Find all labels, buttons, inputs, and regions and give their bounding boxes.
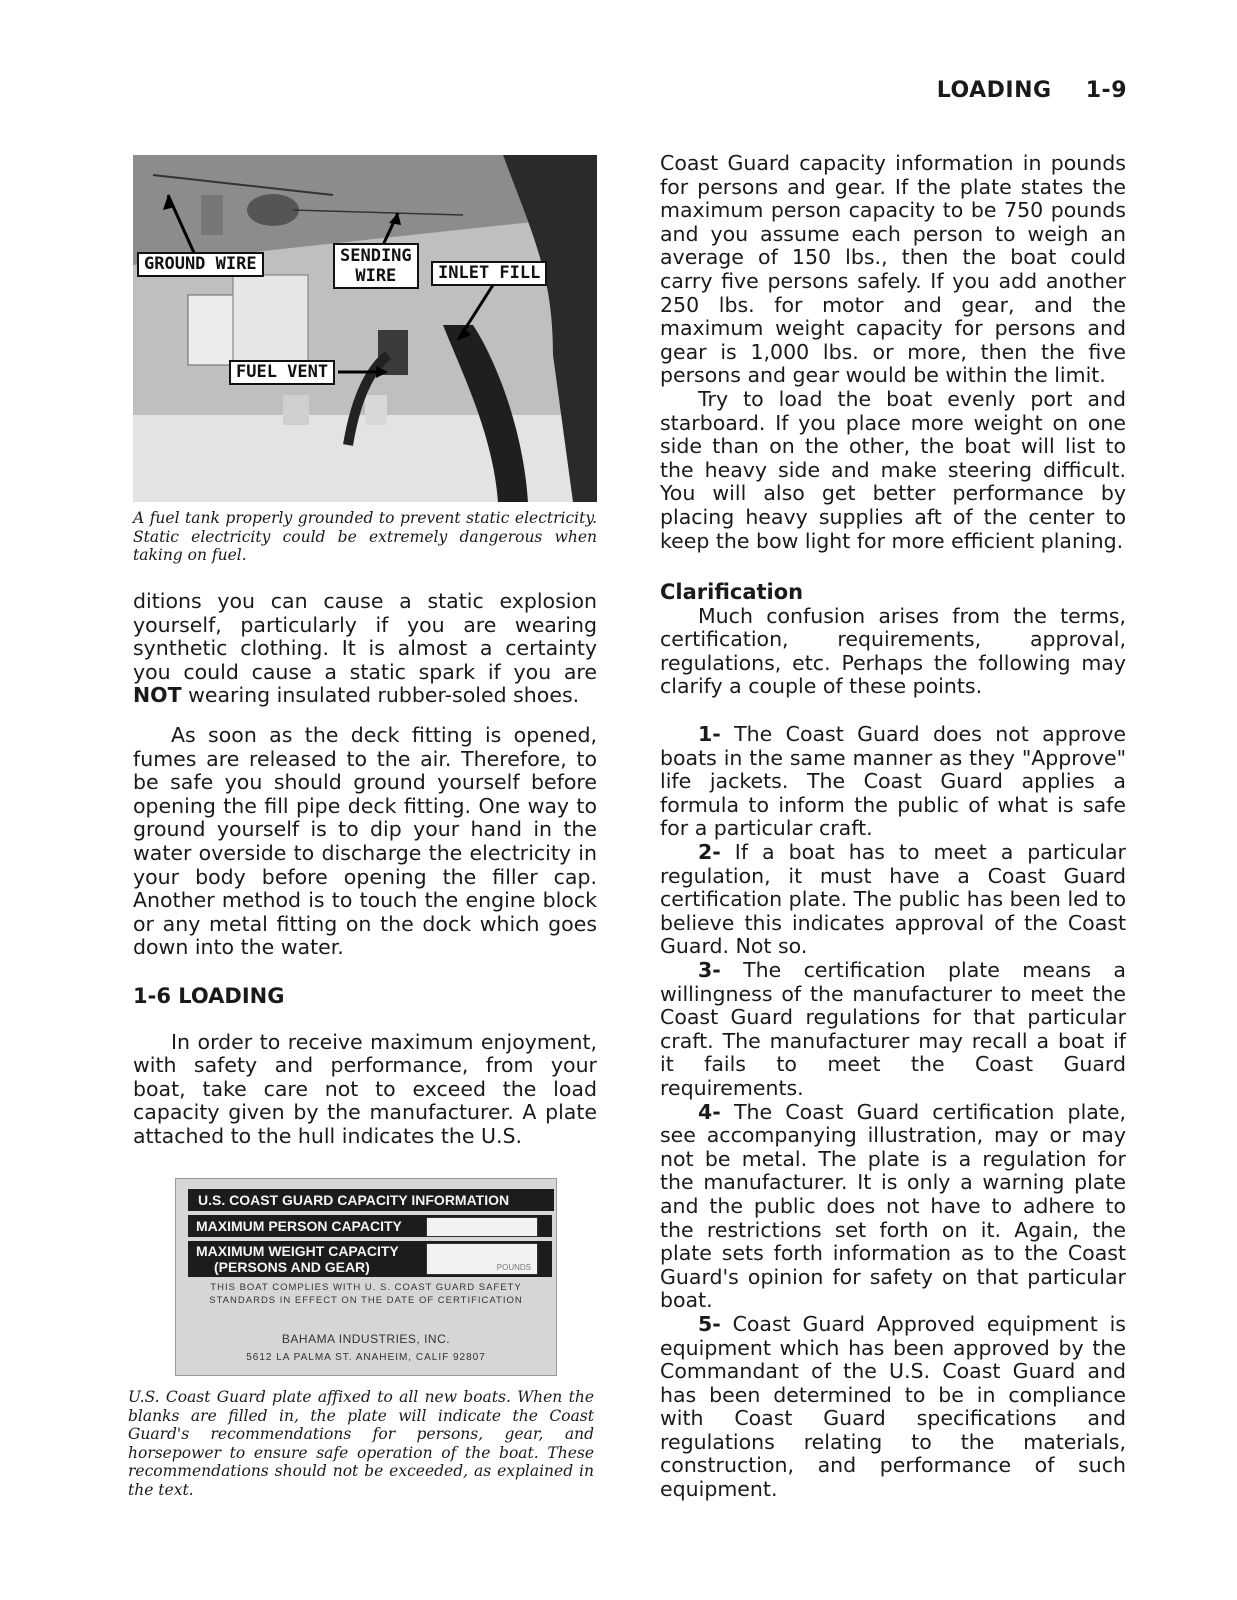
header-section: LOADING xyxy=(936,78,1052,103)
item-number: 5- xyxy=(698,1311,721,1336)
item-number: 1- xyxy=(698,722,721,747)
plate-row-weight-line1: MAXIMUM WEIGHT CAPACITY xyxy=(196,1243,399,1259)
coast-guard-capacity-plate xyxy=(175,1178,557,1376)
plate-row-person-capacity: MAXIMUM PERSON CAPACITY xyxy=(188,1215,552,1237)
clarification-list xyxy=(660,723,1126,1502)
right-paragraph-2: Try to load the boat evenly port and starboard. If you place more weight on one side than on the other, the boat will list to the heavy side and make steering difficult. You will also get better performance by placing heavy supplies aft of the center to keep the bow light for more efficient planing. xyxy=(660,386,1126,553)
plate-title: U.S. COAST GUARD CAPACITY INFORMATION xyxy=(188,1189,554,1211)
plate-person-capacity-blank xyxy=(426,1217,538,1237)
sending-wire-label xyxy=(333,243,419,289)
plate-caption: U.S. Coast Guard plate affixed to all new boats. When the blanks are filled in, the plate will indicate the Coast Guard's recommendations for persons, gear, and horsepower to ensure safe operation of the boat. These recommendations should not be exceeded, as explained in the text. xyxy=(128,1388,594,1499)
clarification-item-2 xyxy=(660,841,1126,959)
clarification-item-4 xyxy=(660,1101,1126,1313)
right-paragraph-1: Coast Guard capacity information in pounds for persons and gear. If the plate states the maximum person capacity to be 750 pounds and you assume each person to weigh an average of 150 lbs., then the boat could carry five persons safely. If you add another 250 lbs. for motor and gear, and the maximum weight capacity for persons and gear is 1,000 lbs. or more, then the five persons and gear would be within the limit. xyxy=(660,151,1126,388)
left-paragraph-1-emphasis: NOT xyxy=(133,683,182,708)
right-column-text xyxy=(660,152,1126,1502)
left-paragraph-1 xyxy=(133,590,597,708)
item-number: 2- xyxy=(698,840,721,865)
fuel-tank-photo xyxy=(133,155,597,502)
fuel-vent-label: FUEL VENT xyxy=(229,360,335,385)
left-paragraph-2: As soon as the deck fitting is opened, fumes are released to the air. Therefore, to be safe you should ground yourself before opening the fill pipe deck fitting. One way to ground yourself is to dip your hand in the water overside to discharge the electricity in your body before opening the filler cap. Another method is to touch the engine block or any metal fitting on the dock which goes down into the water. xyxy=(133,722,597,960)
ground-wire-label: GROUND WIRE xyxy=(137,252,264,277)
page-number: 1-9 xyxy=(1085,78,1127,103)
clarification-item-3 xyxy=(660,959,1126,1101)
plate-caption-block xyxy=(128,1388,594,1500)
inlet-fill-label: INLET FILL xyxy=(431,261,547,286)
item-text: Coast Guard Approved equipment is equipment which has been approved by the Commandant of the U.S. Coast Guard and has been determined to be in compliance with Coast Guard specifications and regulations relating to the materials, construction, and performance of such equipment. xyxy=(660,1311,1126,1502)
plate-address: 5612 LA PALMA ST. ANAHEIM, CALIF 92807 xyxy=(246,1352,486,1363)
fuel-tank-caption: A fuel tank properly grounded to prevent static electricity. Static electricity could be extremely dangerous when taking on fuel. xyxy=(133,509,597,565)
section-heading-loading: 1-6 LOADING xyxy=(133,983,285,1008)
left-paragraph-1-start: ditions you can cause a static explosion yourself, particularly if you are wearing synthetic clothing. It is almost a certainty you could cause a static spark if you are xyxy=(133,589,597,684)
left-paragraph-1-end: wearing insulated rubber-soled shoes. xyxy=(181,683,580,708)
plate-compliance-line2: STANDARDS IN EFFECT ON THE DATE OF CERTIFICATION xyxy=(209,1295,523,1306)
plate-manufacturer: BAHAMA INDUSTRIES, INC. xyxy=(281,1332,451,1346)
clarification-item-1 xyxy=(660,723,1126,841)
sending-wire-label-line1: SENDING xyxy=(340,246,412,266)
left-column-text xyxy=(133,590,597,1148)
fuel-tank-caption-block xyxy=(133,509,597,565)
left-paragraph-3: In order to receive maximum enjoyment, with safety and performance, from your boat, take care not to exceed the load capacity given by the manufacturer. A plate attached to the hull indicates the U.S. xyxy=(133,1029,597,1148)
right-paragraph-3: Much confusion arises from the terms, certification, requirements, approval, regulations, etc. Perhaps the following may clarify a couple of these points. xyxy=(660,603,1126,699)
plate-unit-label: POUNDS xyxy=(496,1263,531,1272)
item-text: The certification plate means a willingness of the manufacturer to meet the Coast Guard regulations for that particular craft. The manufacturer may recall a boat if it fails to meet the Coast Guard requirements. xyxy=(660,958,1126,1100)
section-heading-clarification: Clarification xyxy=(660,580,804,605)
plate-weight-capacity-blank xyxy=(426,1243,538,1275)
item-text: The Coast Guard certification plate, see accompanying illustration, may or may not be metal. The plate is a regulation for the manufacturer. It is only a warning plate and the public does not have to adhere to the restrictions set forth on it. Again, the plate sets forth information as to the Coast Guard's opinion for safety on that particular boat. xyxy=(660,1099,1126,1313)
plate-compliance-line1: THIS BOAT COMPLIES WITH U. S. COAST GUARD SAFETY xyxy=(210,1282,522,1293)
fuel-tank-illustration xyxy=(133,155,597,502)
clarification-item-5 xyxy=(660,1313,1126,1502)
item-number: 3- xyxy=(698,958,721,982)
running-header xyxy=(937,78,1127,103)
sending-wire-label-line2: WIRE xyxy=(355,266,397,286)
item-text: The Coast Guard does not approve boats in the same manner as they "Approve" life jackets. The Coast Guard applies a formula to inform the public of what is safe for a particular craft. xyxy=(660,722,1126,841)
item-text: If a boat has to meet a particular regulation, it must have a Coast Guard certification plate. The public has been led to believe this indicates approval of the Coast Guard. Not so. xyxy=(660,840,1126,959)
item-number: 4- xyxy=(698,1099,721,1124)
plate-row-weight-line2: (PERSONS AND GEAR) xyxy=(214,1259,370,1275)
